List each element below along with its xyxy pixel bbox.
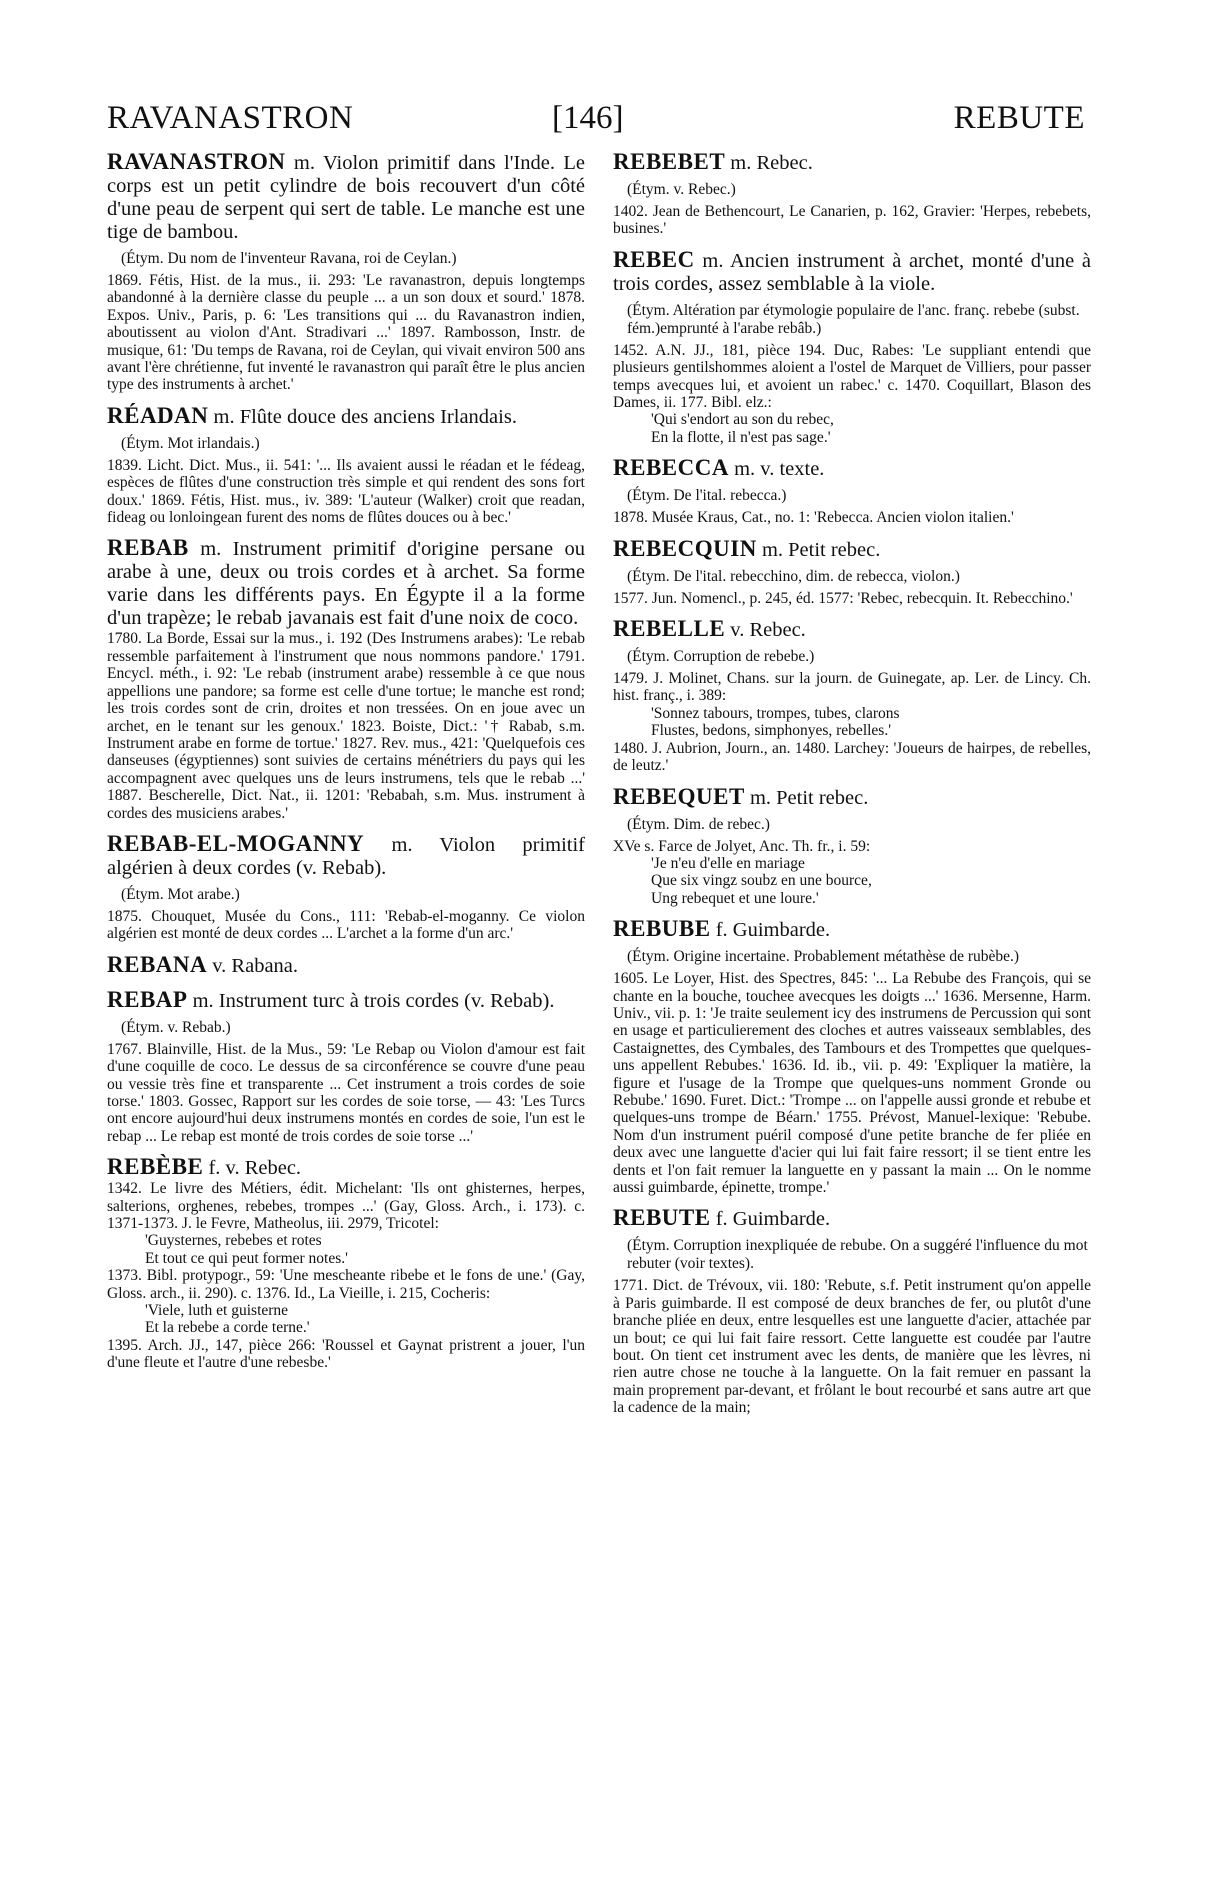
- entry-headword: REBANA: [107, 951, 208, 977]
- entry-citations: 1605. Le Loyer, Hist. des Spectres, 845: '... La Rebube des François, qui se chante en la bouche, touchee avecques les doigts ...' 1636. Mersenne, Harm. Univ., vii. p. 1: 'Je traite seulement icy des instrumens de Percussion qui sont en usage et particulierement des cloches et autres vaisseaux semblables, des Castaignettes, des Cymbales, des Tambours et des Trompettes que quelques-uns appellent Rebubes.' 1636. Id. ib., vii. p. 49: 'Expliquer la matière, la figure et l'usage de la Trompe que quelques-uns nomment Gronde ou Rebube.' 1690. Furet. Dict.: 'Trompe ... on l'appelle aussi gronde et rebube et quelques-uns trompe de Béarn.' 1755. Prévost, Manuel-lexique: 'Rebube. Nom d'un instrument puéril composé d'une petite branche de fer pliée en deux avec une languette d'acier qui lui fait faire ressort; il se tient entre les dents et l'on fait remuer la languette en y passant la main ... On le nomme aussi guimbarde, épinette, trompe.': [613, 970, 1091, 1196]
- entry-citations: 1767. Blainville, Hist. de la Mus., 59: 'Le Rebap ou Violon d'amour est fait d'une coquille de coco. Le dessus de sa circonférence se couvre d'une peau ou vessie très fine et transparente ... Cet instrument a trois cordes de soie torse.' 1803. Gossec, Rapport sur les cordes de soie torse, — 43: 'Les Turcs ont encore aujourd'hui deux instrumens montés en cordes de soie, l'un est le rebap ... Le rebap est monté de trois cordes de soie torse ...': [107, 1040, 585, 1145]
- entry-headword: RAVANASTRON: [107, 149, 286, 174]
- entry-citations: 1479. J. Molinet, Chans. sur la journ. de Guinegate, ap. Ler. de Lincy. Ch. hist. franç., i. 389:: [613, 670, 1091, 705]
- entry-definition-line: [613, 537, 1091, 562]
- entry-etymology: (Étym. Dim. de rebec.): [627, 815, 770, 833]
- entry-citations: 1342. Le livre des Métiers, édit. Michelant: 'Ils ont ghisternes, herpes, salterions, orghenes, rebebes, trompes ...' (Gay, Gloss. Arch., i. 173). c. 1371-1373. J. le Fevre, Matheolus, iii. 2979, Tricotel:: [107, 1180, 585, 1232]
- entry-definition: m. Petit rebec.: [749, 786, 869, 809]
- entry-definition: f. v. Rebec.: [208, 1157, 302, 1180]
- entry-headword: REBEQUET: [613, 783, 745, 809]
- dictionary-entry: [107, 404, 585, 527]
- verse-line: 'Guysternes, rebebes et rotes: [145, 1232, 322, 1250]
- entry-definition-line: [107, 988, 585, 1013]
- entry-citations: 1373. Bibl. protypogr., 59: 'Une mescheante ribebe et le fons de une.' (Gay, Gloss. arch., ii. 290). c. 1376. Id., La Vieille, i. 215, Cocheris:: [107, 1267, 585, 1302]
- entry-citations: 1878. Musée Kraus, Cat., no. 1: 'Rebecca. Ancien violon italien.': [613, 509, 1014, 527]
- entry-headword: REBUTE: [613, 1205, 711, 1231]
- entry-headword: RÉADAN: [107, 402, 209, 428]
- entry-definition: m. Violon primitif algérien à deux cordes (v. Rebab).: [107, 833, 586, 879]
- entry-headword: REBEBET: [613, 149, 726, 174]
- entry-citations: 1839. Licht. Dict. Mus., ii. 541: '... Ils avaient aussi le réadan et le fédeag, espèces de flûtes d'une construction très simple et qui rendent des sons fort doux.' 1869. Fétis, Hist. mus., iv. 389: 'L'auteur (Walker) croit que readan, fideag ou lonloingean furent des noms de flûtes douces ou à bec.': [107, 456, 585, 527]
- entry-definition: m. Instrument turc à trois cordes (v. Rebab).: [192, 989, 555, 1012]
- entry-headword: REBECQUIN: [613, 535, 757, 561]
- dictionary-entry: [107, 953, 585, 978]
- dictionary-entry: [613, 785, 1091, 908]
- dictionary-entry: [613, 917, 1091, 1196]
- entry-etymology: (Étym. De l'ital. rebecchino, dim. de rebecca, violon.): [627, 567, 960, 585]
- entry-headword: REBECCA: [613, 455, 729, 481]
- dictionary-entry: [613, 1206, 1091, 1416]
- dictionary-entry: [613, 537, 1091, 607]
- dictionary-entry: [613, 248, 1091, 446]
- verse-line: 'Viele, luth et guisterne: [145, 1302, 289, 1320]
- entry-definition: m. Ancien instrument à archet, monté d'une à trois cordes, assez semblable à la viole.: [613, 249, 1091, 295]
- entry-etymology: (Étym. Corruption de rebebe.): [627, 648, 815, 666]
- entry-etymology: (Étym. Du nom de l'inventeur Ravana, roi de Ceylan.): [121, 250, 457, 267]
- page-number: [146]: [552, 100, 624, 136]
- entry-definition: m. Petit rebec.: [761, 538, 881, 561]
- entry-citations: 1480. J. Aubrion, Journ., an. 1480. Larchey: 'Joueurs de hairpes, de rebelles, de leutz.': [613, 739, 1091, 775]
- entry-definition: m. Instrument primitif d'origine persane ou arabe à une, deux ou trois cordes et à archet. Sa forme varie dans les différents pays. En Égypte il a la forme d'un trapèze; le rebab javanais est fait d'une noix de coco.: [107, 538, 585, 630]
- entry-definition: m. v. texte.: [734, 458, 825, 481]
- right-column: [613, 150, 1091, 1427]
- entry-citations: 1771. Dict. de Trévoux, vii. 180: 'Rebute, s.f. Petit instrument qu'on appelle à Paris guimbarde. Il est composé de deux branches de fer, ou plutôt d'une branche pliée en deux, entre lesquelles est une languette d'acier, attachée par un bout; ce qui lui fait faire ressort. Cette languette est coudée par l'autre bout. On tient cet instrument avec les dents, de manière que les lèvres, ni rien autre chose ne touche à la languette. On la fait remuer en passant la main proprement par-devant, et frôlant le bout recourbé et sans autre art que la cadence de la main;: [613, 1277, 1091, 1417]
- verse-line: Que six vingz soubz en une bource,: [651, 872, 872, 890]
- entry-definition-line: [613, 917, 1091, 942]
- entry-headword: REBAP: [107, 986, 188, 1012]
- verse-line: Flustes, bedons, simphonyes, rebelles.': [651, 722, 892, 740]
- running-head-right: REBUTE: [953, 100, 1085, 136]
- entry-citations: XVe s. Farce de Jolyet, Anc. Th. fr., i. 59:: [613, 837, 871, 855]
- verse-line: Et tout ce qui peut former notes.': [145, 1249, 348, 1267]
- entry-definition: f. Guimbarde.: [715, 919, 831, 942]
- verse-line: Et la rebebe a corde terne.': [145, 1319, 310, 1337]
- entry-headword: REBAB-EL-MOGANNY: [107, 830, 365, 856]
- dictionary-entry: [107, 988, 585, 1145]
- entry-headword: REBELLE: [613, 616, 726, 642]
- verse-line: En la flotte, il n'est pas sage.': [651, 428, 831, 446]
- entry-citations: 1577. Jun. Nomencl., p. 245, éd. 1577: 'Rebec, rebecquin. It. Rebecchino.': [613, 589, 1073, 607]
- entry-definition-line: [107, 404, 585, 429]
- entry-definition-line: [107, 150, 585, 244]
- entry-etymology: (Étym. Corruption inexpliquée de rebube. On a suggéré l'influence du mot rebuter (voir textes).: [627, 1237, 1088, 1273]
- entry-definition-line: [613, 617, 1091, 642]
- entry-definition-line: [613, 785, 1091, 810]
- entry-definition-line: [613, 150, 1091, 175]
- entry-headword: REBEC: [613, 246, 695, 272]
- entry-definition: m. Flûte douce des anciens Irlandais.: [213, 405, 517, 428]
- entry-citations: 1869. Fétis, Hist. de la mus., ii. 293: 'Le ravanastron, depuis longtemps abandonné à la dernière classe du peuple ... a un son doux et sourd.' 1878. Expos. Univ., Paris, p. 6: 'Les transitions qui ... du Ravanastron indien, aboutissent au violon d'Ant. Stradivari ...' 1897. Rambosson, Instr. de musique, 61: 'Du temps de Ravana, roi de Ceylan, qui vivait environ 500 ans avant l'ère chrétienne, fut inventé le ravanastron qui paraît être le plus ancien type des instruments à archet.': [107, 272, 585, 394]
- entry-etymology: (Étym. De l'ital. rebecca.): [627, 487, 787, 505]
- entry-etymology: (Étym. Mot arabe.): [121, 885, 240, 903]
- entry-definition-line: [107, 536, 585, 630]
- dictionary-entry: [107, 1155, 585, 1371]
- entry-citations: 1395. Arch. JJ., 147, pièce 266: 'Roussel et Gaynat pristrent a jouer, l'un d'une fleute et l'autre d'une rebesbe.': [107, 1336, 585, 1372]
- entry-definition: m. Rebec.: [730, 152, 813, 174]
- dictionary-entry: [107, 150, 585, 394]
- entry-definition-line: [107, 953, 585, 978]
- entry-etymology: (Étym. Mot irlandais.): [121, 434, 260, 452]
- entry-etymology: (Étym. v. Rebec.): [627, 181, 736, 198]
- running-head-left: RAVANASTRON: [107, 100, 354, 136]
- entry-definition: m. Violon primitif dans l'Inde. Le corps est un petit cylindre de bois recouvert d'un côté d'une peau de serpent qui sert de table. Le manche est une tige de bambou.: [107, 152, 585, 243]
- dictionary-entry: [613, 617, 1091, 774]
- entry-citations: 1452. A.N. JJ., 181, pièce 194. Duc, Rabes: 'Le suppliant entendi que plusieurs gentilshommes aloient a l'ostel de Marquet de Villiers, pour passer temps avecques lui, et avoient un rabec.' c. 1470. Coquillart, Blason des Dames, ii. 177. Bibl. elz.:: [613, 341, 1091, 412]
- entry-citations: 1402. Jean de Bethencourt, Le Canarien, p. 162, Gravier: 'Herpes, rebebets, busines.': [613, 203, 1091, 238]
- left-column: [107, 150, 585, 1382]
- entry-citations: 1875. Chouquet, Musée du Cons., 111: 'Rebab-el-moganny. Ce violon algérien est monté de deux cordes ... L'archet a la forme d'un arc.': [107, 907, 585, 943]
- dictionary-entry: [613, 456, 1091, 526]
- dictionary-entry: [613, 150, 1091, 238]
- entry-definition-line: [613, 456, 1091, 481]
- entry-headword: REBAB: [107, 535, 189, 561]
- page-header: [107, 100, 1085, 150]
- entry-definition: v. Rabana.: [212, 954, 299, 977]
- verse-line: 'Je n'eu d'elle en mariage: [651, 854, 805, 872]
- entry-definition: v. Rebec.: [730, 619, 806, 642]
- entry-definition-line: [613, 1206, 1091, 1231]
- entry-definition: f. Guimbarde.: [715, 1208, 831, 1231]
- entry-etymology: (Étym. Origine incertaine. Probablement métathèse de rubèbe.): [627, 948, 1020, 966]
- verse-line: 'Sonnez tabours, trompes, tubes, clarons: [651, 704, 900, 722]
- dictionary-entry: [107, 536, 585, 821]
- verse-line: 'Qui s'endort au son du rebec,: [651, 411, 834, 429]
- dictionary-entry: [107, 832, 585, 943]
- entry-headword: REBUBE: [613, 916, 711, 942]
- entry-headword: REBÈBE: [107, 1154, 204, 1180]
- entry-definition-line: [613, 248, 1091, 296]
- entry-citations: 1780. La Borde, Essai sur la mus., i. 192 (Des Instrumens arabes): 'Le rebab ressemble parfaitement à l'instrument que nous nommons pandore.' 1791. Encycl. méth., i. 92: 'Le rebab (instrument arabe) ressemble à ce que nous appellions une pandore; sa forme est celle d'une tortue; le manche est rond; les trois cordes sont de crin, droites et non tressées. On en joue avec un archet, en le tenant sur les genoux.' 1823. Boiste, Dict.: '† Rabab, s.m. Instrument arabe en forme de tortue.' 1827. Rev. mus., 421: 'Quelquefois ces danseuses (égyptiennes) sont suivies de certains ménétriers du pays qui les accompagnent avec quelques uns de leurs instrumens, tels que le rebab ...' 1887. Bescherelle, Dict. Nat., ii. 1201: 'Rebabah, s.m. Mus. instrument à cordes des musiciens arabes.': [107, 630, 585, 822]
- verse-line: Ung rebequet et une loure.': [651, 889, 819, 907]
- entry-etymology: (Étym. Altération par étymologie populaire de l'anc. franç. rebebe (subst. fém.)emprunté à l'arabe rebâb.): [627, 301, 1080, 337]
- entry-definition-line: [107, 1155, 585, 1180]
- entry-etymology: (Étym. v. Rebab.): [121, 1018, 231, 1036]
- entry-definition-line: [107, 832, 585, 880]
